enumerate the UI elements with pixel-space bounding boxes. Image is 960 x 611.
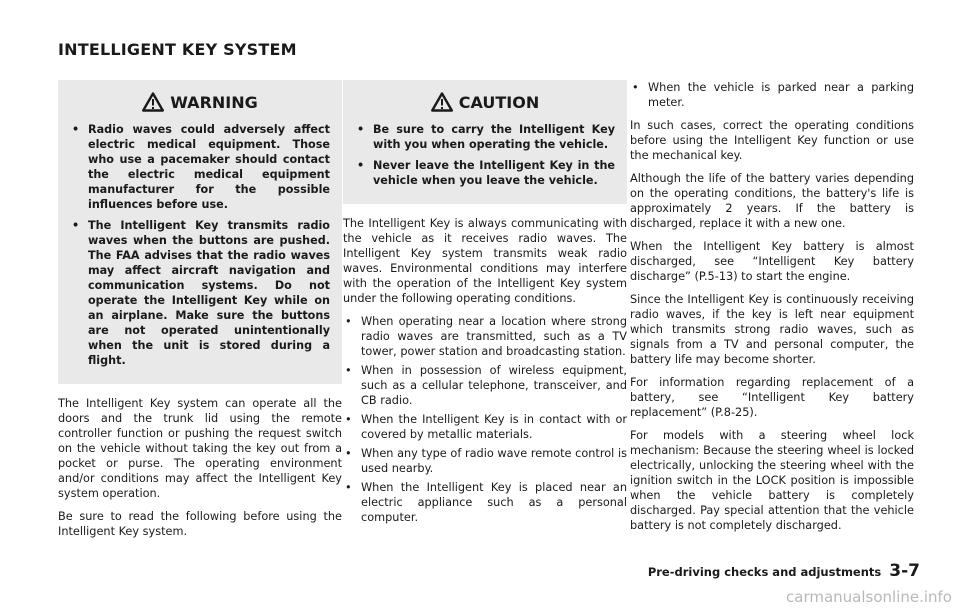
warning-list — [70, 122, 330, 368]
condition-item: • When in possession of wireless equipment, such as a cellular telephone, transceiver, and CB radio. — [343, 363, 627, 408]
caution-box — [343, 80, 627, 204]
paragraph: For information regarding replacement of a battery, see “Intelligent Key battery replacement” (P.8-25). — [630, 376, 914, 419]
page-title: INTELLIGENT KEY SYSTEM — [58, 40, 297, 59]
condition-item: • When operating near a location where strong radio waves are transmitted, such as a TV tower, power station and broadcasting station. — [343, 314, 627, 359]
warning-triangle-icon — [142, 92, 164, 112]
caution-list — [355, 122, 615, 188]
paragraph: For models with a steering wheel lock mechanism: Because the steering wheel is locked electrically, unlocking the steering wheel with the ignition switch in the LOCK position is impossible when the vehicle battery is completely discharged. Pay special attention that the vehicle battery is not completely discharged. — [630, 429, 914, 532]
paragraph: The Intelligent Key system can operate all the doors and the trunk lid using the remote controller function or pushing the request switch on the vehicle without taking the key out from a pocket or purse. The operating environment and/or conditions may affect the Intelligent Key system operation. — [58, 397, 342, 500]
column-3 — [630, 80, 914, 541]
paragraph: Since the Intelligent Key is continuously receiving radio waves, if the key is left near equipment which transmits strong radio waves, such as signals from a TV and personal computer, the battery life may become shorter. — [630, 293, 914, 366]
condition-item: • When the vehicle is parked near a parking meter. — [630, 80, 914, 110]
paragraph: Although the life of the battery varies depending on the operating conditions, the battery's life is approximately 2 years. If the battery is discharged, replace it with a new one. — [630, 172, 914, 230]
condition-item: • When the Intelligent Key is placed near an electric appliance such as a personal computer. — [343, 480, 627, 525]
page-number: 3-7 — [889, 561, 920, 581]
paragraph: When the Intelligent Key battery is almost discharged, see “Intelligent Key battery discharge” (P.5-13) to start the engine. — [630, 240, 914, 283]
warning-label: WARNING — [170, 92, 258, 112]
condition-item: • When the Intelligent Key is in contact with or covered by metallic materials. — [343, 412, 627, 442]
conditions-list-continued — [630, 80, 914, 110]
paragraph: In such cases, correct the operating conditions before using the Intelligent Key function or use the mechanical key. — [630, 119, 914, 162]
page-footer — [648, 561, 920, 581]
warning-item: • The Intelligent Key transmits radio waves when the buttons are pushed. The FAA advises that the radio waves may affect aircraft navigation and communication systems. Do not operate the Intelligent Key while on an airplane. Make sure the buttons are not operated unintentionally when the unit is stored during a flight. — [70, 218, 330, 368]
warning-header — [70, 92, 330, 112]
footer-section-title: Pre-driving checks and adjustments — [647, 565, 882, 579]
conditions-list — [343, 314, 627, 525]
column-1 — [58, 80, 342, 547]
paragraph: The Intelligent Key is always communicating with the vehicle as it receives radio waves. The Intelligent Key system transmits weak radio waves. Environmental conditions may interfere with the operation of the Intelligent Key system under the following operating conditions. — [343, 217, 627, 305]
caution-label: CAUTION — [458, 92, 540, 112]
warning-item: • Radio waves could adversely affect electric medical equipment. Those who use a pacemaker should contact the electric medical equipment manufacturer for the possible influences before use. — [70, 122, 330, 212]
warning-box — [58, 80, 342, 384]
watermark: carmanualsonline.info — [786, 588, 952, 606]
paragraph: Be sure to read the following before using the Intelligent Key system. — [58, 510, 342, 538]
caution-header — [355, 92, 615, 112]
condition-item: • When any type of radio wave remote control is used nearby. — [343, 446, 627, 476]
caution-item: • Be sure to carry the Intelligent Key with you when operating the vehicle. — [355, 122, 615, 152]
column-2 — [343, 80, 627, 533]
caution-triangle-icon — [431, 92, 453, 112]
caution-item: • Never leave the Intelligent Key in the vehicle when you leave the vehicle. — [355, 158, 615, 188]
